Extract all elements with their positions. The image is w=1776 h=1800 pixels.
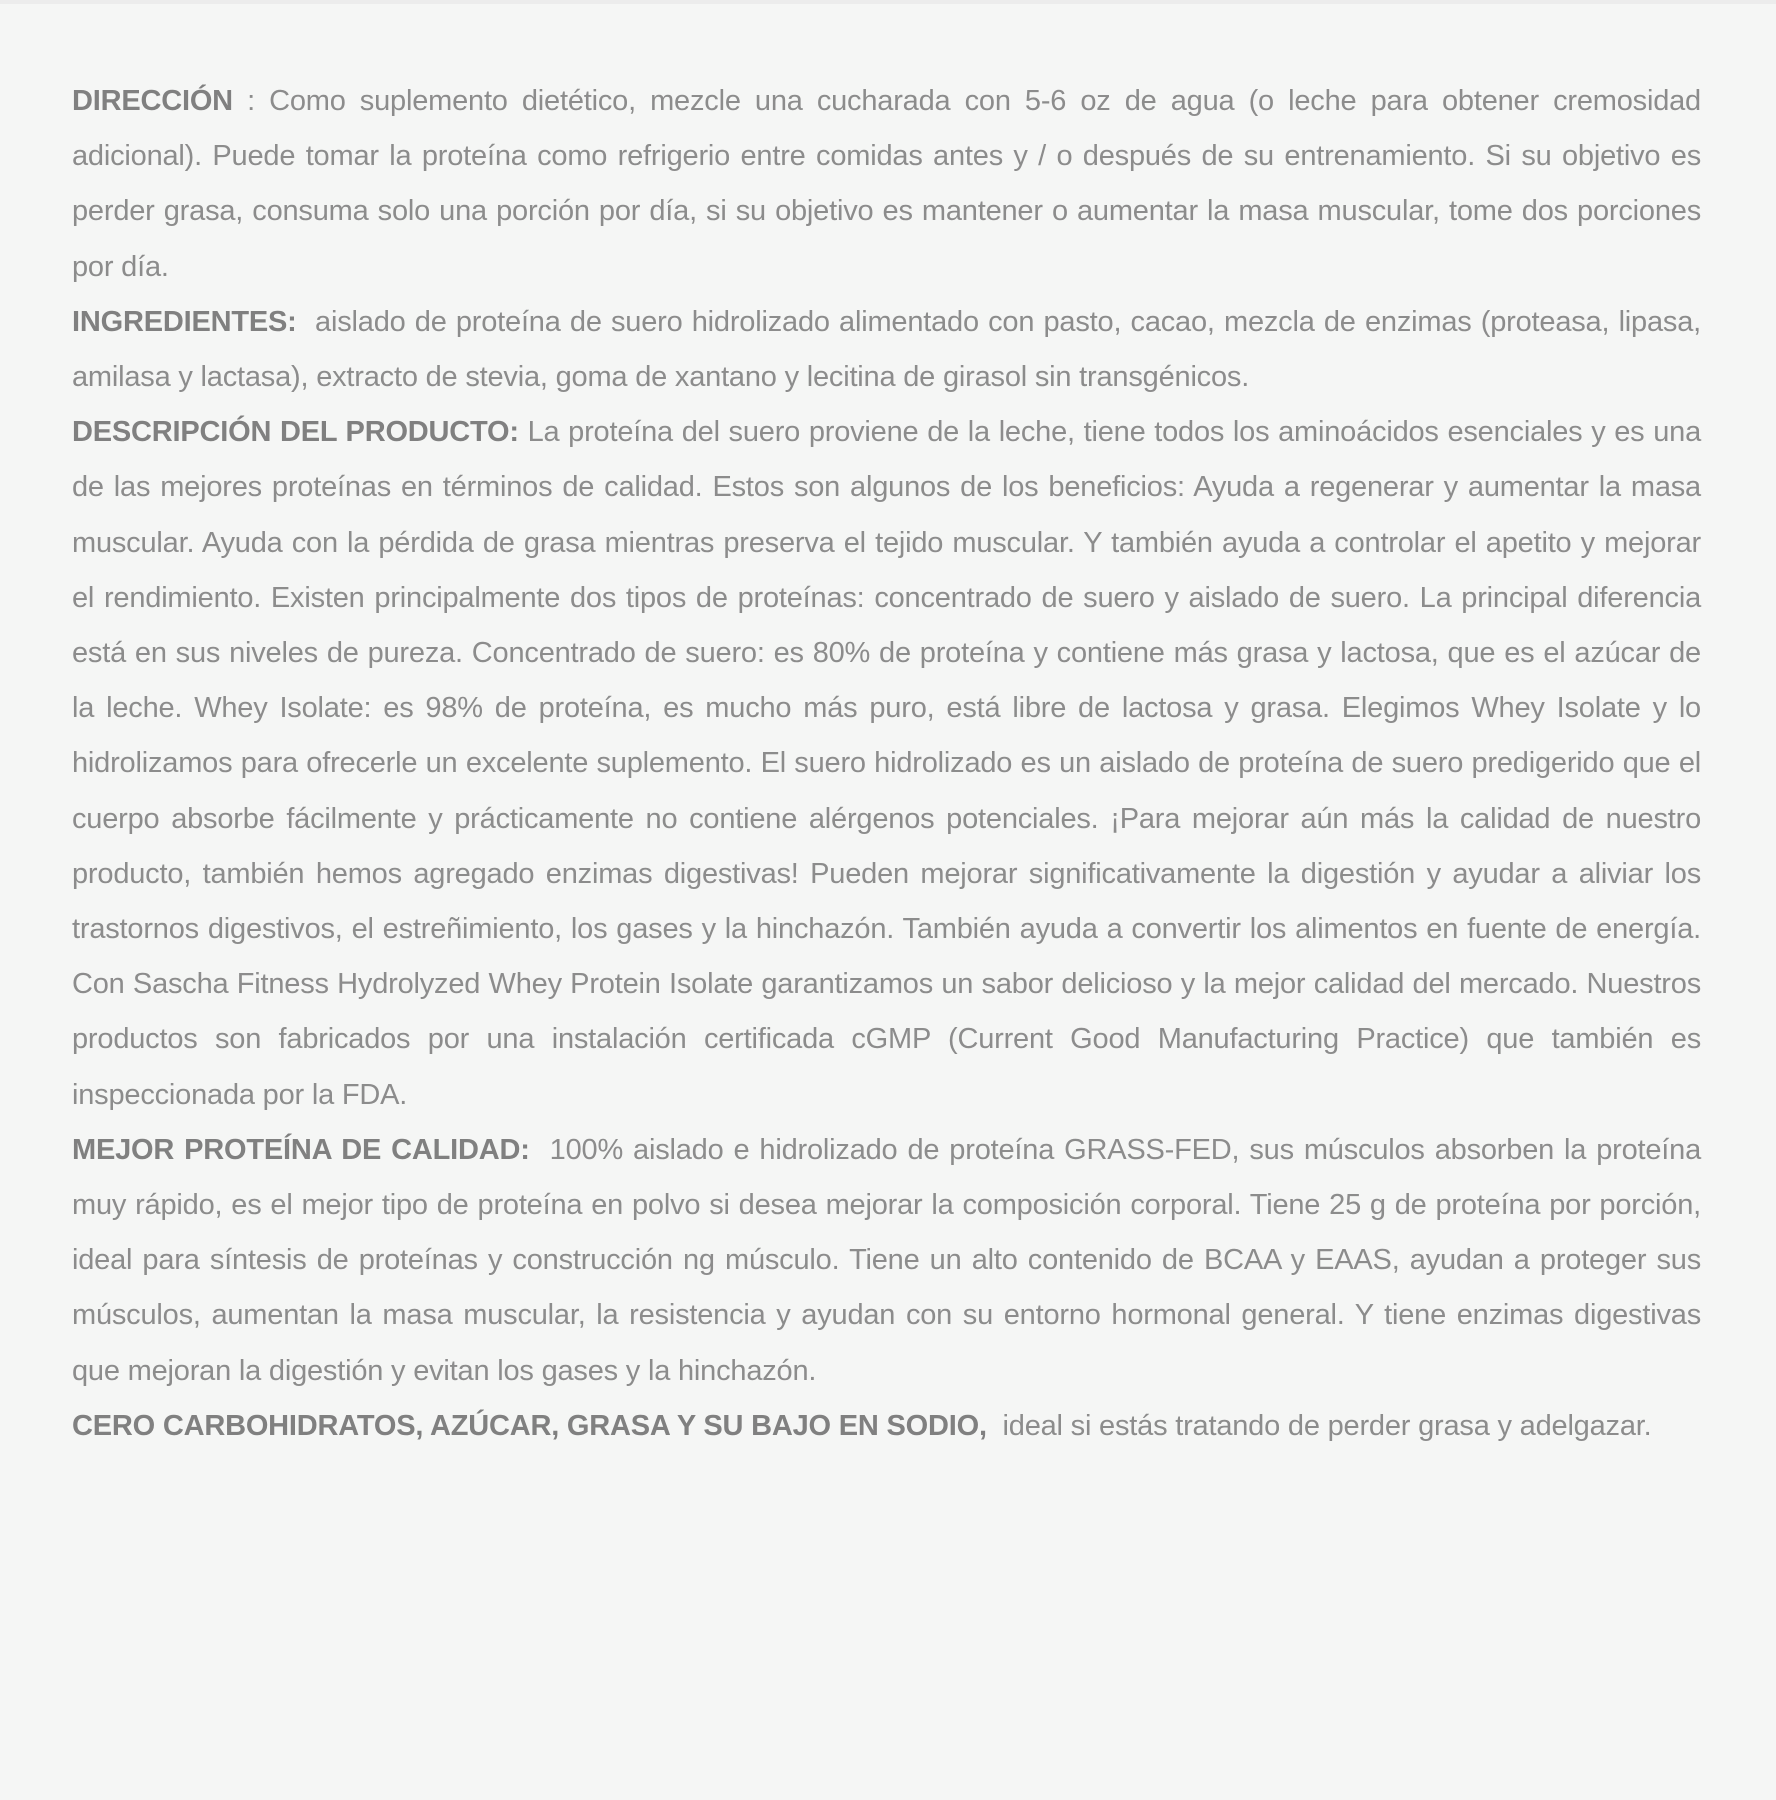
section-ingredientes	[72, 295, 1701, 405]
section-heading: MEJOR PROTEÍNA DE CALIDAD:	[72, 1133, 530, 1166]
section-direccion: DIRECCIÓN : Como suplemento dietético, mezcle una cucharada con 5-6 oz de agua (o leche para obtener cremosidad adicional). Puede tomar la proteína como refrigerio entre comidas antes y / o después de su entrenamiento. Si su objetivo es perder grasa, consuma solo una porción por día, si su objetivo es mantener o aumentar la masa muscular, tome dos porciones por día.	[72, 85, 1701, 283]
product-description	[72, 74, 1701, 1454]
section-heading: CERO CARBOHIDRATOS, AZÚCAR, GRASA Y SU BAJO EN SODIO,	[72, 1409, 987, 1442]
section-descripcion	[72, 405, 1701, 1123]
section-text: Como suplemento dietético, mezcle una cucharada con 5-6 oz de agua (o leche para obtener cremosidad adicional). Puede tomar la proteína como refrigerio entre comidas antes y / o después de su entrenamiento. Si su objetivo es perder grasa, consuma solo una porción por día, si su objetivo es mantener o aumentar la masa muscular, tome dos porciones por día.	[72, 85, 1701, 283]
section-calidad	[72, 1123, 1701, 1399]
section-text: ideal si estás tratando de perder grasa y adelgazar.	[1002, 1409, 1652, 1442]
top-divider	[0, 0, 1776, 4]
section-heading: DESCRIPCIÓN DEL PRODUCTO:	[72, 416, 519, 449]
section-text: 100% aislado e hidrolizado de proteína GRASS-FED, sus músculos absorben la proteína muy rápido, es el mejor tipo de proteína en polvo si desea mejorar la composición corporal. Tiene 25 g de proteína por porción, ideal para síntesis de proteínas y construcción ng músculo. Tiene un alto contenido de BCAA y EAAS, ayudan a proteger sus músculos, aumentan la masa muscular, la resistencia y ayudan con su entorno hormonal general. Y tiene enzimas digestivas que mejoran la digestión y evitan los gases y la hinchazón.	[72, 1133, 1702, 1387]
section-text: aislado de proteína de suero hidrolizado alimentado con pasto, cacao, mezcla de enzimas (proteasa, lipasa, amilasa y lactasa), extracto de stevia, goma de xantano y lecitina de girasol sin transgénicos.	[72, 305, 1701, 394]
section-text: La proteína del suero proviene de la leche, tiene todos los aminoácidos esenciales y es una de las mejores proteínas en términos de calidad. Estos son algunos de los beneficios: Ayuda a regenerar y aumentar la masa muscular. Ayuda con la pérdida de grasa mientras preserva el tejido muscular. Y también ayuda a controlar el apetito y mejorar el rendimiento. Existen principalmente dos tipos de proteínas: concentrado de suero y aislado de suero. La principal diferencia está en sus niveles de pureza. Concentrado de suero: es 80% de proteína y contiene más grasa y lactosa, que es el azúcar de la leche. Whey Isolate: es 98% de proteína, es mucho más puro, está libre de lactosa y grasa. Elegimos Whey Isolate y lo hidrolizamos para ofrecerle un excelente suplemento. El suero hidrolizado es un aislado de proteína de suero predigerido que el cuerpo absorbe fácilmente y prácticamente no contiene alérgenos potenciales. ¡Para mejorar aún más la calidad de nuestro producto, también hemos agregado enzimas digestivas! Pueden mejorar significativamente la digestión y ayudar a aliviar los trastornos digestivos, el estreñimiento, los gases y la hinchazón. También ayuda a convertir los alimentos en fuente de energía. Con Sascha Fitness Hydrolyzed Whey Protein Isolate garantizamos un sabor delicioso y la mejor calidad del mercado. Nuestros productos son fabricados por una instalación certificada cGMP (Current Good Manufacturing Practice) que también es inspeccionada por la FDA.	[72, 416, 1701, 1111]
section-heading: DIRECCIÓN	[72, 85, 233, 117]
section-cero-carbohidratos	[72, 1399, 1701, 1454]
section-heading: INGREDIENTES:	[72, 305, 297, 338]
